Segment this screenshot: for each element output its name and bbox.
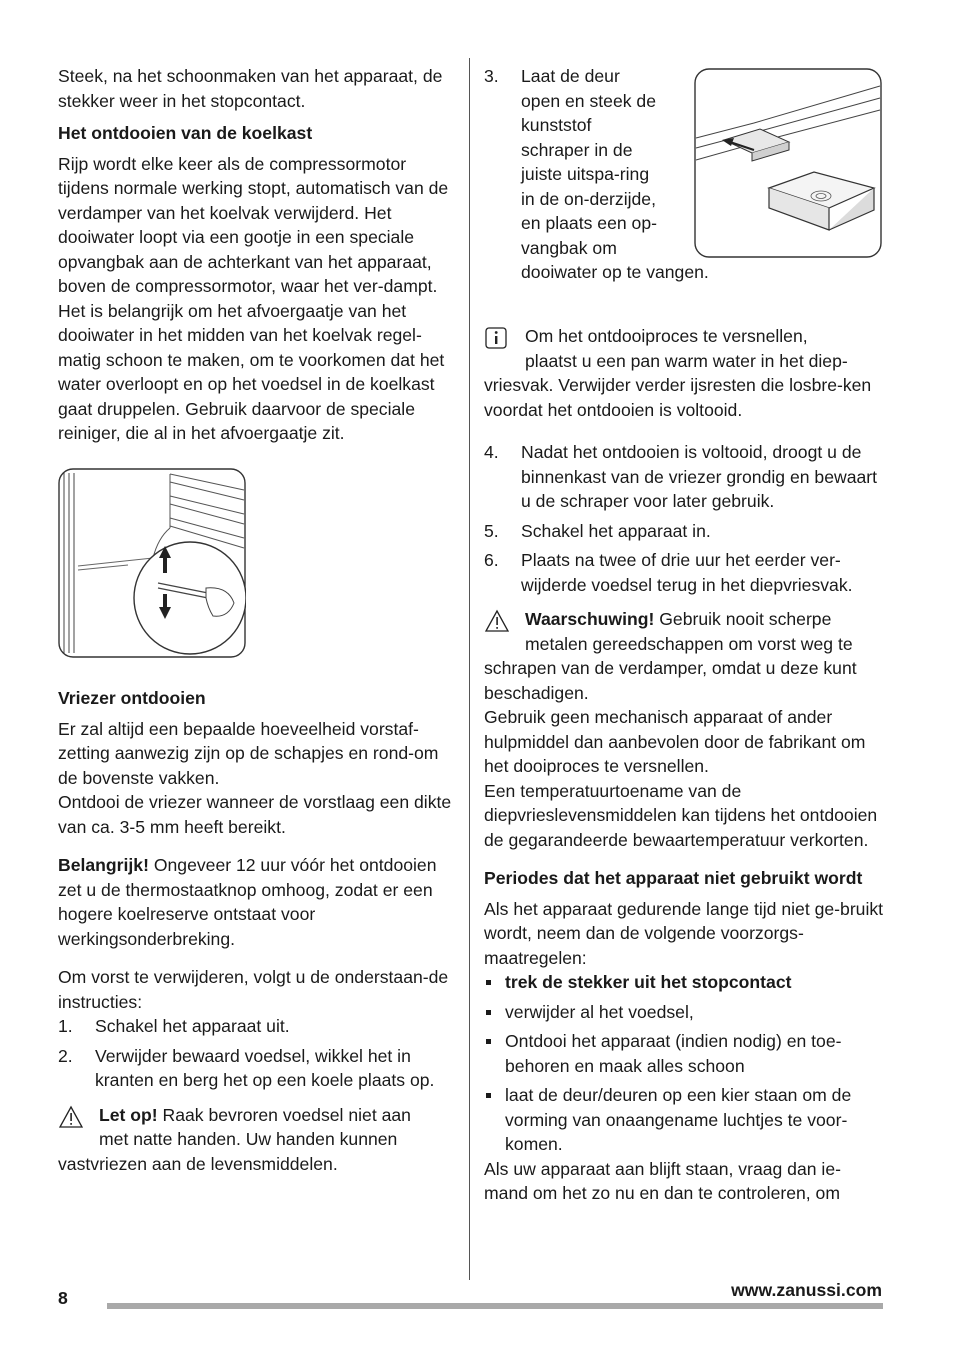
caution-line-2: met natte handen. Uw handen kunnen (99, 1129, 398, 1149)
unused-outro: Als uw apparaat aan blijft staan, vraag dan ie-mand om het zo nu en dan te controleren, om (484, 1158, 841, 1203)
step-number: 2. (58, 1045, 73, 1066)
step-text-tail: dooiwater op te vangen. (521, 262, 709, 282)
important-note (58, 853, 458, 951)
step-text: Schakel het apparaat uit. (95, 1016, 290, 1036)
info-line-1: Om het ontdooiproces te versnellen, (525, 326, 808, 346)
warning-paragraph-3: Een temperatuurtoename van de diepvrieslevensmiddelen kan tijdens het ontdooien de gegarandeerde bewaartemperatuur verkorten. (484, 780, 878, 850)
freezer-paragraph-1: Er zal altijd een bepaalde hoeveelheid vorstaf-zetting aanwezig zijn op de schapjes en rond-om de bovenste vakken. (58, 718, 439, 788)
scraper-tray-illustration (694, 68, 882, 258)
info-icon (484, 326, 508, 350)
list-item (484, 440, 884, 514)
step-3-block (484, 64, 884, 310)
warning-triangle-icon (58, 1105, 84, 1129)
info-line-2: plaatst u een pan warm water in het diep- (525, 350, 848, 371)
list-item (58, 1044, 458, 1093)
step-text: Schakel het apparaat in. (521, 520, 711, 541)
step-number: 5. (484, 520, 499, 541)
intro-paragraph: Steek, na het schoonmaken van het apparaat, de stekker weer in het stopcontact. (58, 66, 443, 111)
list-item (484, 970, 884, 995)
bullet-text: verwijder al het voedsel, (505, 1001, 694, 1022)
unused-intro: Als het apparaat gedurende lange tijd niet ge-bruikt wordt, neem dan de volgende voorzorgs-maatregelen: (484, 898, 884, 968)
important-label: Belangrijk! (58, 855, 149, 875)
list-item (484, 1083, 884, 1157)
heading-unused-periods: Periodes dat het apparaat niet gebruikt wordt (484, 868, 863, 888)
caution-note (58, 1103, 458, 1177)
list-item (484, 1000, 884, 1025)
caution-line-1 (58, 1103, 458, 1128)
warning-rest: schrapen van de verdamper, omdat u deze kunt beschadigen. (484, 658, 857, 703)
warning-note (484, 607, 884, 852)
instructions-intro: Om vorst te verwijderen, volgt u de onderstaan-de instructies: (58, 967, 449, 1012)
important-text: Ongeveer 12 uur vóór het ontdooien zet u de thermostaatknop omhoog, zodat er een hogere koelreserve ontstaat voor werkingsonderbreking. (58, 855, 437, 949)
info-rest: vriesvak. Verwijder verder ijsresten die losbre-ken voordat het ontdooien is voltooid. (484, 375, 872, 420)
freezer-paragraph-2: Ontdooi de vriezer wanneer de vorstlaag een dikte van ca. 3-5 mm heeft bereikt. (58, 792, 452, 837)
caution-label: Let op! (99, 1104, 158, 1125)
list-item (58, 1014, 458, 1039)
drain-cleaner-illustration (58, 468, 246, 658)
steps-list-left (58, 1014, 458, 1093)
fridge-paragraph-1: Rijp wordt elke keer als de compressormotor tijdens normale werking stopt, automatisch van de verdamper van het koelvak verwijderd. Het dooiwater loopt via een gootje in een speciale opvangbak aan de achterkant van het apparaat, boven de compressormotor, waar het ver-dampt. (58, 153, 449, 296)
heading-defrost-freezer: Vriezer ontdooien (58, 688, 206, 708)
info-note (484, 324, 884, 422)
warning-line-2: metalen gereedschappen om vorst weg te (525, 633, 853, 654)
bullet-text-bold: trek de stekker uit het stopcontact (505, 972, 792, 992)
footer-rule (107, 1303, 883, 1309)
column-divider (469, 58, 470, 1280)
list-item (484, 1029, 884, 1078)
right-column (484, 64, 884, 1206)
warning-label: Waarschuwing! (525, 609, 655, 629)
page-number: 8 (58, 1288, 68, 1308)
warning-paragraph-2: Gebruik geen mechanisch apparaat of ander hulpmiddel dan aanbevolen door de fabrikant om het dooiproces te versnellen. (484, 707, 866, 776)
steps-list-right (484, 440, 884, 597)
step-text: Nadat het ontdooien is voltooid, droogt u de binnenkast van de vriezer grondig en bewaart u de schraper voor later gebruik. (521, 442, 878, 511)
list-item (484, 548, 884, 597)
heading-defrost-fridge: Het ontdooien van de koelkast (58, 123, 313, 143)
list-item (484, 519, 884, 544)
caution-text: Raak bevroren voedsel niet aan (157, 1104, 411, 1125)
step-text: Laat de deur open en steek de kunststof schraper in de juiste uitspa-ring in de on-derzijde, en plaats een op-vangbak om (521, 66, 657, 258)
left-column (58, 64, 458, 1176)
warning-line-1 (484, 607, 884, 632)
warning-text: Gebruik nooit scherpe (654, 609, 832, 629)
bullet-text: Ontdooi het apparaat (indien nodig) en toe-behoren en maak alles schoon (505, 1031, 842, 1076)
step-number: 3. (484, 66, 499, 86)
step-number: 4. (484, 442, 499, 462)
step-number: 1. (58, 1016, 73, 1036)
precautions-list (484, 970, 884, 1157)
fridge-paragraph-2: Het is belangrijk om het afvoergaatje van het dooiwater in het midden van het koelvak regel-matig schoon te maken, om te voorkomen dat het water overloopt en op het voedsel in de koelkast gaat druppelen. Gebruik daarvoor de speciale reiniger, die al in het afvoergaatje zit. (58, 300, 445, 443)
bullet-text: laat de deur/deuren op een kier staan om de vorming van onaangename luchtjes te voor-komen. (505, 1085, 852, 1154)
step-text: Verwijder bewaard voedsel, wikkel het in kranten en berg het op een koele plaats op. (95, 1045, 435, 1090)
footer-url[interactable]: www.zanussi.com (731, 1280, 882, 1300)
warning-triangle-icon (484, 609, 510, 633)
step-text: Plaats na twee of drie uur het eerder ver-wijderde voedsel terug in het diepvriesvak. (521, 550, 853, 595)
step-number: 6. (484, 550, 499, 570)
caution-rest: vastvriezen aan de levensmiddelen. (58, 1153, 338, 1174)
